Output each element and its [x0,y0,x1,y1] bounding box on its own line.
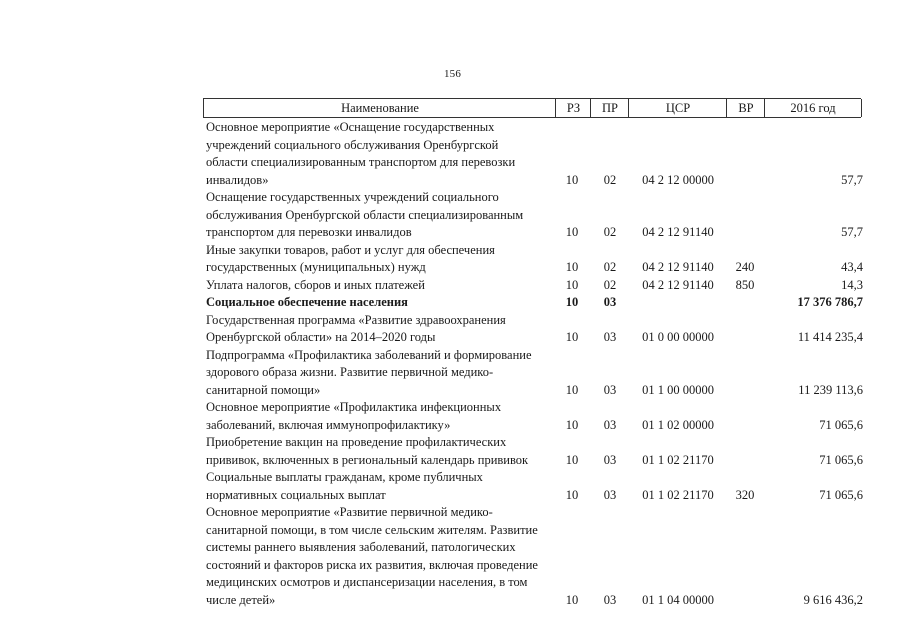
row-name [206,469,536,504]
row-name-line: прививок, включенных в региональный календарь прививок [206,452,529,467]
cell-pr: 02 [603,172,617,187]
table-row [0,242,905,277]
row-name-line: учреждений социального обслуживания Оренбургской [206,137,499,152]
table-row [0,277,905,295]
header-csr: ЦСР [628,99,727,117]
row-name-line: нормативных социальных выплат [206,487,386,502]
cell-csr: 01 1 02 21170 [642,452,714,467]
cell-amount: 14,3 [841,277,863,292]
cell-rz: 10 [565,330,579,344]
header-rz: РЗ [555,99,591,117]
row-name [206,504,536,609]
cell-rz: 10 [565,295,579,309]
row-name-line: заболеваний, включая иммунопрофилактику» [206,417,451,432]
cell-rz: 10 [565,487,579,502]
cell-pr: 02 [603,225,617,239]
header-pr: ПР [590,99,629,117]
cell-vr: 240 [735,260,755,274]
cell-rz: 10 [565,592,579,607]
cell-amount: 11 414 235,4 [797,330,863,344]
table-row [0,189,905,242]
row-name [206,434,536,469]
row-name-line: Иные закупки товаров, работ и услуг для обеспечения [206,242,495,257]
cell-pr: 03 [603,295,617,309]
cell-amount: 71 065,6 [819,452,863,467]
cell-pr: 03 [603,592,617,607]
cell-csr: 01 0 00 00000 [642,330,714,344]
row-name-line: Государственная программа «Развитие здравоохранения [206,312,506,327]
cell-csr: 01 1 00 00000 [642,382,714,397]
row-name [206,242,536,277]
cell-amount: 43,4 [841,260,863,274]
cell-pr: 03 [603,452,617,467]
row-name-line: Основное мероприятие «Профилактика инфекционных [206,400,502,414]
header-name: Наименование [203,99,556,117]
row-name [206,119,536,189]
table-row [0,312,905,347]
row-name-line: транспортом для перевозки инвалидов [206,225,412,239]
cell-vr: 320 [735,487,755,502]
table-row [0,504,905,609]
row-name-line: государственных (муниципальных) нужд [206,260,426,274]
row-name-line: санитарной помощи» [206,382,321,397]
cell-amount: 71 065,6 [819,417,863,432]
cell-rz: 10 [565,417,579,432]
row-name-line: здорового образа жизни. Развитие первичной медико- [206,365,494,379]
row-name-line: Оренбургской области» на 2014–2020 годы [206,330,436,344]
cell-csr: 04 2 12 91140 [642,277,714,292]
row-name-line: Приобретение вакцин на проведение профилактических [206,435,507,449]
cell-pr: 03 [603,330,617,344]
cell-rz: 10 [565,172,579,187]
table-row [0,294,905,312]
page-number: 156 [443,68,462,80]
cell-rz: 10 [565,225,579,239]
cell-amount: 57,7 [841,225,863,239]
cell-pr: 02 [603,277,617,292]
cell-pr: 03 [603,487,617,502]
cell-csr: 01 1 04 00000 [642,592,714,607]
cell-vr: 850 [735,277,755,292]
row-name-line: Оснащение государственных учреждений социального [206,190,499,204]
row-name [206,347,536,400]
cell-amount: 17 376 786,7 [797,295,863,309]
row-name-line: состояний и факторов риска их развития, включая проведение [206,557,538,572]
cell-rz: 10 [565,382,579,397]
row-name-line: числе детей» [206,592,276,607]
row-name [206,294,536,312]
table-row [0,434,905,469]
cell-amount: 71 065,6 [819,487,863,502]
row-name [206,189,536,242]
row-name-line: Уплата налогов, сборов и иных платежей [206,277,425,292]
cell-rz: 10 [565,277,579,292]
header-year: 2016 год [764,99,862,117]
table-header [203,98,861,118]
row-name-line: области специализированным транспортом для перевозки [206,155,516,169]
row-name [206,312,536,347]
row-name-line: медицинских осмотров и диспансеризации населения, в том [206,575,528,589]
cell-pr: 02 [603,260,617,274]
cell-rz: 10 [565,452,579,467]
cell-pr: 03 [603,382,617,397]
header-vr: ВР [726,99,765,117]
table-row [0,347,905,400]
table-row [0,119,905,189]
table-row [0,469,905,504]
cell-csr: 04 2 12 91140 [642,260,714,274]
table-row [0,399,905,434]
row-name-line: инвалидов» [206,172,269,187]
row-name-line: системы раннего выявления заболеваний, патологических [206,540,516,554]
cell-amount: 11 239 113,6 [798,382,863,397]
cell-csr: 04 2 12 00000 [642,172,714,187]
row-name-line: обслуживания Оренбургской области специализированным [206,207,524,222]
row-name-line: Основное мероприятие «Оснащение государственных [206,120,495,134]
row-name-line: Основное мероприятие «Развитие первичной медико- [206,505,493,519]
cell-csr: 04 2 12 91140 [642,225,714,239]
cell-amount: 9 616 436,2 [803,592,863,607]
cell-csr: 01 1 02 00000 [642,417,714,432]
row-name-line: Подпрограмма «Профилактика заболеваний и формирование [206,347,532,362]
row-name-line: санитарной помощи, в том числе сельским жителям. Развитие [206,522,538,537]
row-name [206,399,536,434]
cell-csr: 01 1 02 21170 [642,487,714,502]
cell-amount: 57,7 [841,172,863,187]
row-name [206,277,536,295]
row-name-line: Социальное обеспечение населения [206,295,408,309]
cell-rz: 10 [565,260,579,274]
cell-pr: 03 [603,417,617,432]
row-name-line: Социальные выплаты гражданам, кроме публичных [206,470,483,484]
